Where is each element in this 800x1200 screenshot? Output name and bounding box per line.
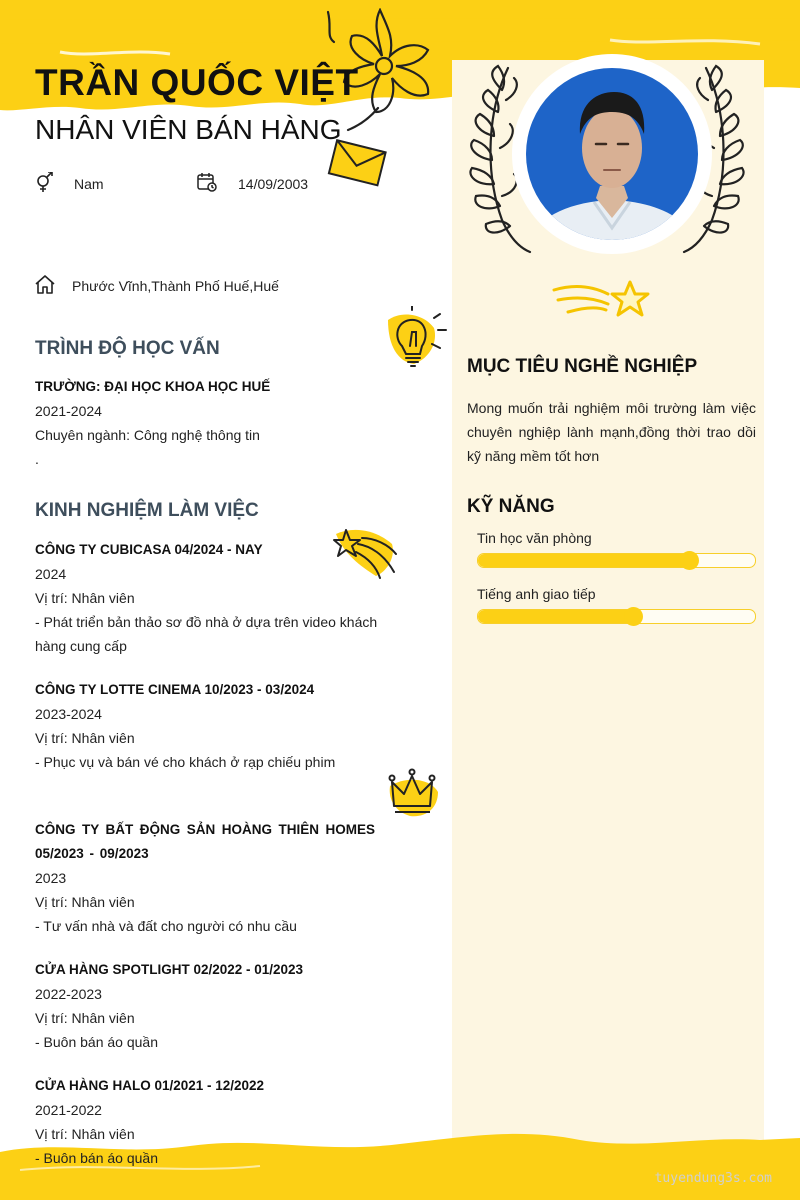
experience-title: KINH NGHIỆM LÀM VIỆC: [35, 500, 259, 521]
job-2-description: - Phục vụ và bán vé cho khách ở rạp chiếu phim: [35, 754, 336, 770]
gender-icon: [34, 172, 56, 194]
objective-text: Mong muốn trải nghiệm môi trường làm việc chuyên nghiệp lành mạnh,đồng thời trao dồi kỹ năng mềm tốt hơn: [467, 400, 756, 464]
skills-title: KỸ NĂNG: [467, 496, 555, 517]
job-position: NHÂN VIÊN BÁN HÀNG: [35, 114, 342, 145]
skill-1-bar: [477, 553, 756, 568]
job-1-role: Vị trí: Nhân viên: [35, 590, 135, 606]
education-note: .: [35, 451, 39, 467]
education-years: 2021-2024: [35, 403, 102, 419]
skill-2-bar: [477, 609, 756, 624]
job-2-role: Vị trí: Nhân viên: [35, 730, 135, 746]
education-title: TRÌNH ĐỘ HỌC VẤN: [35, 338, 220, 359]
avatar: [512, 52, 712, 260]
job-5-description: - Buôn bán áo quần: [35, 1150, 158, 1166]
crown-doodle-icon: [386, 766, 442, 820]
job-5-role: Vị trí: Nhân viên: [35, 1126, 135, 1142]
star-swoosh-doodle-icon: [550, 278, 656, 328]
candidate-name: TRẦN QUỐC VIỆT: [35, 62, 359, 103]
education-school: TRƯỜNG: ĐẠI HỌC KHOA HỌC HUẾ: [35, 379, 271, 394]
skill-2-knob: [624, 607, 643, 626]
home-icon: [34, 274, 56, 296]
skill-1-fill: [478, 554, 689, 567]
job-3-role: Vị trí: Nhân viên: [35, 894, 135, 910]
job-4-role: Vị trí: Nhân viên: [35, 1010, 135, 1026]
skill-1-label: Tin học văn phòng: [477, 530, 592, 546]
job-1-description: - Phát triển bản thảo sơ đồ nhà ở dựa trên video khách hàng cung cấp: [35, 614, 378, 654]
job-5-company: CỬA HÀNG HALO 01/2021 - 12/2022: [35, 1078, 265, 1093]
job-4-description: - Buôn bán áo quần: [35, 1034, 158, 1050]
job-3-year: 2023: [35, 870, 67, 886]
job-5-year: 2021-2022: [35, 1102, 102, 1118]
address-value: Phước Vĩnh,Thành Phố Huế,Huế: [72, 278, 279, 294]
job-4-year: 2022-2023: [35, 986, 102, 1002]
job-2-year: 2023-2024: [35, 706, 102, 722]
job-3-description: - Tư vấn nhà và đất cho người có nhu cầu: [35, 918, 297, 934]
job-1-year: 2024: [35, 566, 67, 582]
job-2-company: CÔNG TY LOTTE CINEMA 10/2023 - 03/2024: [35, 682, 315, 697]
gender-value: Nam: [74, 176, 104, 192]
objective-title: MỤC TIÊU NGHỀ NGHIỆP: [467, 356, 698, 377]
skill-2-fill: [478, 610, 633, 623]
watermark: tuyendung3s.com: [654, 1171, 772, 1186]
skill-1-knob: [680, 551, 699, 570]
birthdate-value: 14/09/2003: [238, 176, 309, 192]
skill-2-label: Tiếng anh giao tiếp: [477, 586, 596, 602]
job-3-company: CÔNG TY BẤT ĐỘNG SẢN HOÀNG THIÊN HOMES 05/2023 - 09/2023: [35, 822, 375, 861]
job-1-company: CÔNG TY CUBICASA 04/2024 - NAY: [35, 542, 263, 557]
job-4-company: CỬA HÀNG SPOTLIGHT 02/2022 - 01/2023: [35, 962, 304, 977]
education-major: Chuyên ngành: Công nghệ thông tin: [35, 427, 260, 443]
calendar-icon: [196, 171, 218, 193]
lightbulb-doodle-icon: [384, 306, 448, 376]
